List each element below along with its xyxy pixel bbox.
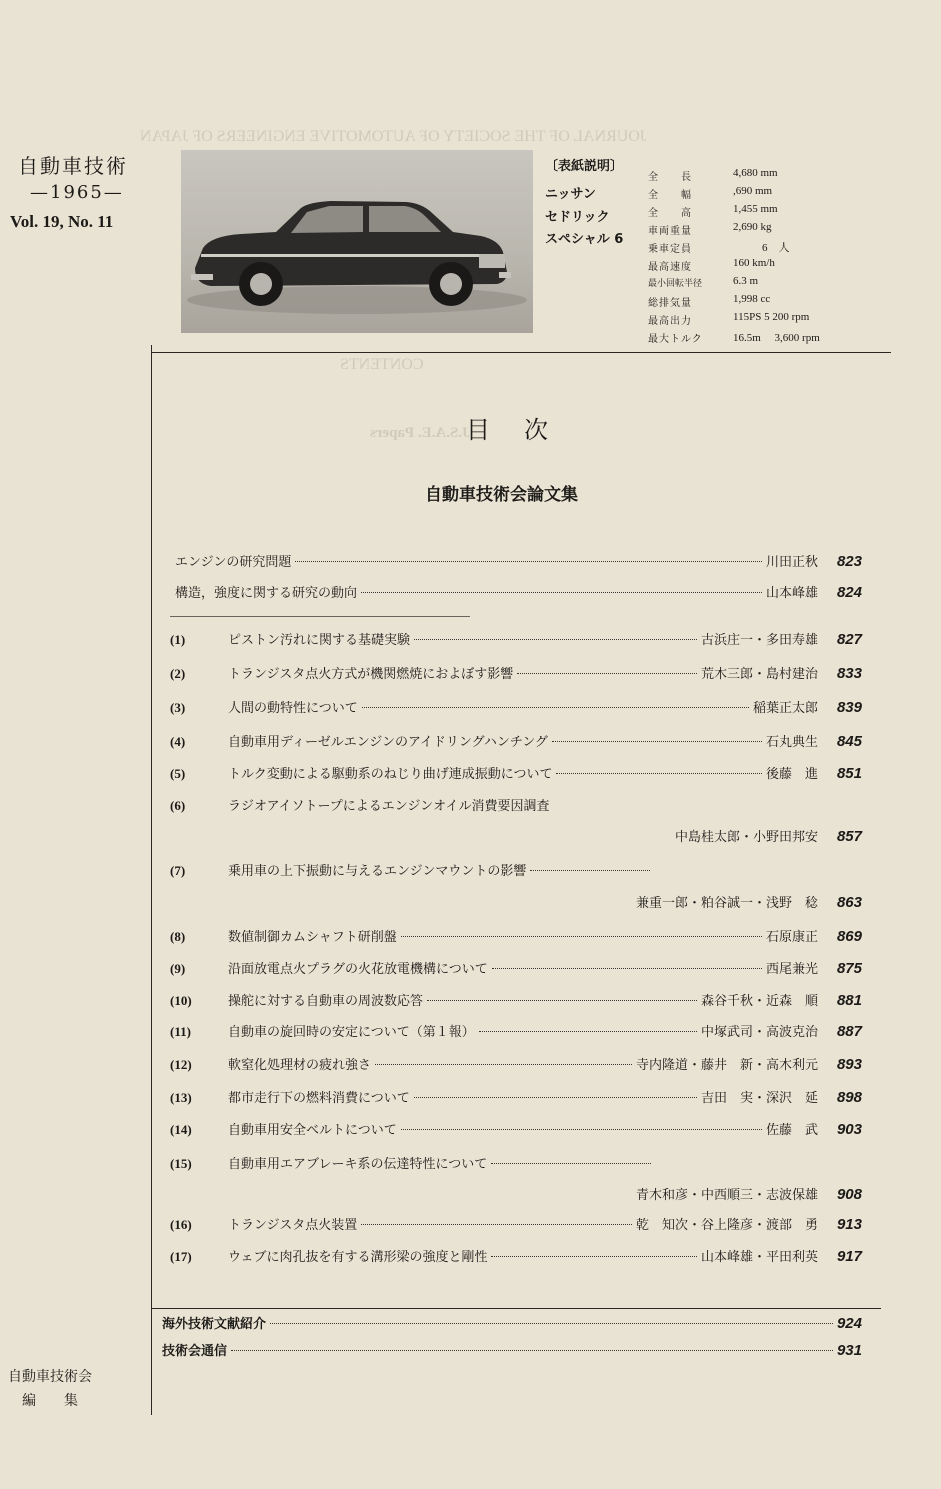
- toc-entry[interactable]: [170, 1054, 862, 1076]
- entry-title: 自動車の旋回時の安定について（第１報）: [228, 1025, 475, 1040]
- cover-maker: ニッサン: [545, 187, 596, 202]
- toc-entry[interactable]: [170, 860, 862, 882]
- entry-title: ピストン汚れに関する基礎実験: [228, 633, 411, 648]
- entry-page: 887: [836, 1023, 862, 1040]
- toc-entry[interactable]: [175, 551, 862, 573]
- toc-subtitle: 自動車技術会論文集: [425, 485, 578, 505]
- entry-page: 851: [836, 765, 862, 782]
- spec-value: 1,998 cc: [733, 293, 771, 305]
- entry-page: 913: [836, 1216, 862, 1233]
- entry-title: 乗用車の上下振動に与えるエンジンマウントの影響: [228, 864, 527, 879]
- entry-author: 森谷千秋・近森 順: [700, 994, 818, 1009]
- entry-number: (3): [170, 700, 186, 715]
- cover-trim: スペシャル 6: [545, 232, 624, 247]
- footer-title: 海外技術文献紹介: [162, 1317, 267, 1332]
- spec-value: 160 km/h: [733, 257, 775, 269]
- entry-title: 数値制御カムシャフト研削盤: [228, 930, 397, 945]
- leader-dots: [414, 1097, 697, 1098]
- spec-value: 16.5m 3,600 rpm: [733, 332, 820, 344]
- entry-page: 839: [836, 699, 862, 716]
- section-divider: [170, 616, 470, 617]
- journal-name: 自動車技術: [18, 154, 128, 178]
- leader-dots: [361, 1224, 632, 1225]
- toc-entry-authors: [636, 1184, 862, 1203]
- entry-title: 沿面放電点火プラグの火花放電機構について: [228, 962, 488, 977]
- bleed-through-papers: J.S.A.E. Papers: [370, 425, 470, 441]
- entry-page: 898: [836, 1089, 862, 1106]
- cover-caption-title: 〔表紙説明〕: [545, 159, 624, 174]
- toc-entry-authors: [675, 826, 862, 845]
- toc-entry[interactable]: [170, 1246, 862, 1268]
- entry-author: 山本峰雄: [765, 586, 818, 601]
- toc-entry[interactable]: [175, 582, 862, 604]
- leader-dots: [361, 592, 762, 593]
- entry-author: 中塚武司・高波克治: [700, 1025, 818, 1040]
- entry-title: トランジスタ点火方式が機関燃焼におよぼす影響: [228, 667, 514, 682]
- bleed-through-contents: CONTENTS: [340, 356, 424, 373]
- spec-label: 最小回転半径: [648, 279, 703, 289]
- entry-number: (5): [170, 766, 186, 781]
- entry-number: (4): [170, 734, 186, 749]
- spec-value: 115PS 5 200 rpm: [733, 311, 810, 323]
- toc-footer-entry[interactable]: [162, 1313, 862, 1332]
- toc-entry[interactable]: [170, 1087, 862, 1109]
- leader-dots: [491, 1163, 651, 1164]
- entry-number: (6): [170, 798, 186, 813]
- entry-title: 都市走行下の燃料消費について: [228, 1091, 410, 1106]
- spec-label: 全 長: [648, 172, 692, 183]
- footer-rule: [151, 1308, 881, 1309]
- entry-author: 青木和彦・中西順三・志波保雄: [635, 1188, 818, 1203]
- spec-label: 乗車定員: [648, 244, 692, 255]
- entry-author: 乾 知次・谷上隆彦・渡部 勇: [635, 1218, 818, 1233]
- footer-page: 924: [836, 1315, 862, 1332]
- entry-author: 川田正秋: [765, 555, 818, 570]
- entry-title: 人間の動特性について: [228, 701, 358, 716]
- entry-author: 稲葉正太郎: [752, 701, 818, 716]
- entry-number: (11): [170, 1024, 191, 1039]
- bleed-through-text: JOURNAL OF THE SOCIETY OF AUTOMOTIVE ENGINEERS OF JAPAN: [140, 128, 647, 145]
- cover-model: セドリック: [545, 210, 610, 225]
- toc-entry[interactable]: [170, 1021, 862, 1043]
- editor-label: 編 集: [22, 1393, 78, 1409]
- entry-author: 山本峰雄・平田利英: [700, 1250, 818, 1265]
- entry-number: (12): [170, 1057, 192, 1072]
- entry-number: (8): [170, 929, 186, 944]
- header-rule: [151, 352, 891, 353]
- entry-title: 構造，強度に関する研究の動向: [175, 586, 358, 601]
- entry-author: 石丸典生: [765, 735, 818, 750]
- entry-page: 833: [836, 665, 862, 682]
- spec-value: 4,680 mm: [733, 167, 778, 179]
- toc-title: 目次: [466, 416, 582, 444]
- entry-author: 西尾兼光: [765, 962, 818, 977]
- entry-page: 824: [836, 584, 862, 601]
- entry-title: 操舵に対する自動車の周波数応答: [228, 994, 424, 1009]
- spec-label: 車両重量: [648, 226, 692, 237]
- entry-number: (10): [170, 993, 192, 1008]
- leader-dots: [362, 707, 749, 708]
- toc-entry[interactable]: [170, 1153, 862, 1175]
- spec-label: 最高速度: [648, 262, 692, 273]
- leader-dots: [552, 741, 762, 742]
- entry-page: 893: [836, 1056, 862, 1073]
- leader-dots: [556, 773, 762, 774]
- entry-number: (13): [170, 1090, 192, 1105]
- spec-label: 最大トルク: [648, 334, 703, 345]
- entry-number: (7): [170, 863, 186, 878]
- entry-number: (17): [170, 1249, 192, 1264]
- entry-author: 後藤 進: [765, 767, 818, 782]
- spec-value: ,690 mm: [733, 185, 773, 197]
- leader-dots: [492, 968, 762, 969]
- entry-page: 823: [836, 553, 862, 570]
- spec-label: 最高出力: [648, 316, 692, 327]
- entry-number: (16): [170, 1217, 192, 1232]
- journal-volume: Vol. 19, No. 11: [10, 212, 114, 231]
- entry-page: 827: [836, 631, 862, 648]
- entry-author: 石原康正: [765, 930, 818, 945]
- toc-entry[interactable]: [170, 958, 862, 980]
- entry-author: 中島桂太郎・小野田邦安: [674, 830, 818, 845]
- car-illustration: [181, 150, 533, 333]
- leader-dots: [401, 936, 762, 937]
- entry-number: (2): [170, 666, 186, 681]
- leader-dots: [530, 870, 650, 871]
- footer-title: 技術会通信: [162, 1344, 228, 1359]
- entry-page: 863: [836, 894, 862, 911]
- entry-page: 875: [836, 960, 862, 977]
- entry-number: (15): [170, 1156, 192, 1171]
- entry-author: 荒木三郎・島村建治: [700, 667, 818, 682]
- entry-page: 903: [836, 1121, 862, 1138]
- toc-entry[interactable]: [170, 926, 862, 948]
- entry-author: 兼重一郎・粕谷誠一・浅野 稔: [635, 896, 818, 911]
- entry-page: 881: [836, 992, 862, 1009]
- toc-footer-entry[interactable]: [162, 1340, 862, 1359]
- spec-value: 6 人: [762, 242, 790, 254]
- entry-title: ウェブに肉孔抜を有する溝形梁の強度と剛性: [228, 1250, 488, 1265]
- entry-page: 845: [836, 733, 862, 750]
- spec-label: 全 高: [648, 208, 692, 219]
- entry-page: 857: [836, 828, 862, 845]
- entry-number: (9): [170, 961, 186, 976]
- spec-label: 総排気量: [648, 298, 692, 309]
- leader-dots: [479, 1031, 697, 1032]
- journal-year: —1965—: [30, 182, 124, 203]
- spec-value: 2,690 kg: [733, 221, 772, 233]
- leader-dots: [491, 1256, 697, 1257]
- entry-title: 自動車用ディーゼルエンジンのアイドリングハンチング: [228, 735, 548, 750]
- cover-photo: [181, 150, 533, 333]
- toc-entry-authors: [636, 892, 862, 911]
- entry-page: 917: [836, 1248, 862, 1265]
- entry-page: 908: [836, 1186, 862, 1203]
- entry-page: 869: [836, 928, 862, 945]
- leader-dots: [414, 639, 697, 640]
- toc-entry[interactable]: [170, 697, 862, 719]
- toc-entry[interactable]: [170, 1119, 862, 1141]
- entry-title: 自動車用安全ベルトについて: [228, 1123, 397, 1138]
- entry-title: ラジオアイソトープによるエンジンオイル消費要因調査: [228, 799, 550, 814]
- toc-entry[interactable]: [170, 990, 862, 1012]
- toc-entry[interactable]: [170, 663, 862, 685]
- entry-author: 古浜庄一・多田寿雄: [700, 633, 818, 648]
- leader-dots: [231, 1350, 833, 1351]
- entry-title: 軟窒化処理材の疲れ強さ: [228, 1058, 372, 1073]
- entry-author: 吉田 実・深沢 延: [700, 1091, 818, 1106]
- leader-dots: [270, 1323, 833, 1324]
- footer-page: 931: [836, 1342, 862, 1359]
- entry-title: トルク変動による駆動系のねじり曲げ連成振動について: [228, 767, 553, 782]
- entry-title: 自動車用エアブレーキ系の伝達特性について: [228, 1157, 488, 1172]
- entry-title: エンジンの研究問題: [175, 555, 292, 570]
- spec-value: 6.3 m: [733, 275, 759, 287]
- entry-number: (14): [170, 1122, 192, 1137]
- spec-label: 全 幅: [648, 190, 692, 201]
- toc-entry[interactable]: [170, 763, 862, 785]
- toc-entry[interactable]: [170, 795, 862, 817]
- leader-dots: [375, 1064, 632, 1065]
- leader-dots: [517, 673, 697, 674]
- entry-title: トランジスタ点火装置: [228, 1218, 358, 1233]
- leader-dots: [295, 561, 762, 562]
- entry-number: (1): [170, 632, 186, 647]
- editor-org: 自動車技術会: [8, 1369, 92, 1385]
- toc-entry[interactable]: [170, 731, 862, 753]
- leader-dots: [427, 1000, 697, 1001]
- toc-entry[interactable]: [170, 1214, 862, 1236]
- leader-dots: [401, 1129, 762, 1130]
- entry-author: 佐藤 武: [765, 1123, 818, 1138]
- entry-author: 寺内隆道・藤井 新・高木利元: [635, 1058, 818, 1073]
- vertical-rule: [151, 345, 152, 1415]
- toc-entry[interactable]: [170, 629, 862, 651]
- spec-value: 1,455 mm: [733, 203, 778, 215]
